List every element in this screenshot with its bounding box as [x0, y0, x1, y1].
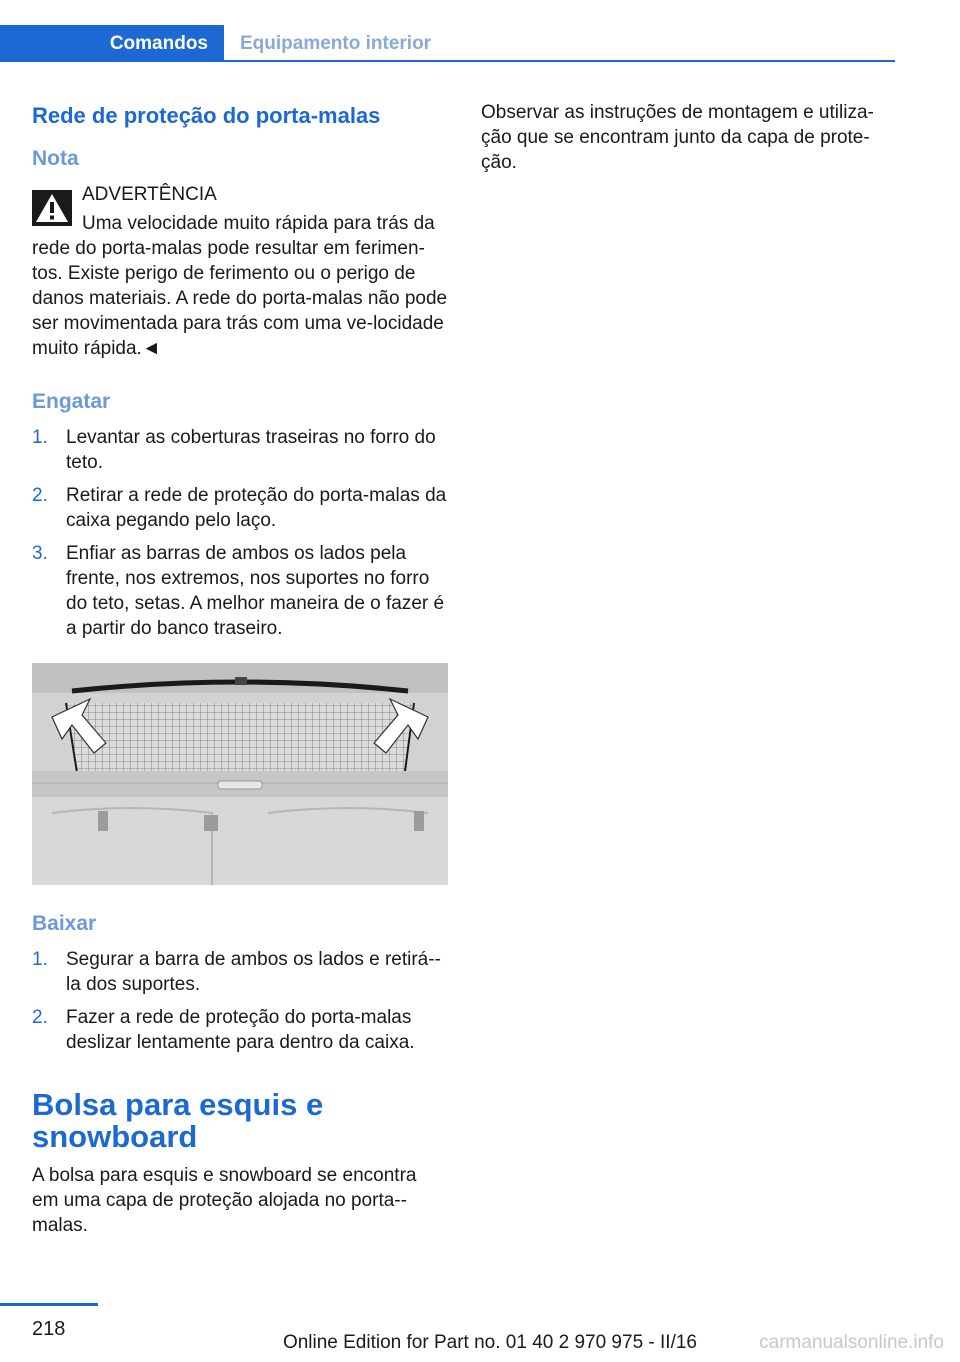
- step-number: 1.: [32, 427, 48, 448]
- baixar-heading: Baixar: [32, 912, 97, 935]
- warning-block: [32, 182, 448, 361]
- tab-equipamento-interior[interactable]: Equipamento interior: [240, 33, 432, 54]
- step-number: 3.: [32, 543, 48, 564]
- page-number: 218: [32, 1318, 66, 1340]
- list-item: [32, 1005, 448, 1055]
- warning-title: ADVERTÊNCIA: [82, 184, 217, 205]
- step-number: 2.: [32, 1007, 48, 1028]
- trunk-net-illustration: [32, 663, 448, 885]
- edition-text: Online Edition for Part no. 01 40 2 970 975 - II/16: [282, 1332, 697, 1353]
- step-text: Enfiar as barras de ambos os lados pela frente, nos extremos, nos suportes no forro do teto, setas. A melhor maneira de o fazer é a partir do banco traseiro.: [66, 543, 445, 639]
- bolsa-text: A bolsa para esquis e snowboard se encontra em uma capa de proteção alojada no porta--malas.: [32, 1165, 417, 1236]
- engatar-heading: Engatar: [32, 390, 111, 413]
- tab-comandos[interactable]: Comandos: [0, 25, 224, 62]
- warning-icon: [32, 190, 72, 226]
- step-text: Fazer a rede de proteção do porta-malas deslizar lentamente para dentro da caixa.: [66, 1007, 415, 1053]
- warning-text: Uma velocidade muito rápida para trás da rede do porta-malas pode resultar em ferimen-tos. Existe perigo de ferimento ou o perigo de danos materiais. A rede do porta-malas não pode ser movimentada para trás com uma ve-locidade muito rápida.◄: [32, 213, 448, 359]
- step-text: Segurar a barra de ambos os lados e retirá--la dos suportes.: [66, 949, 441, 995]
- list-item: [32, 483, 448, 533]
- watermark-text[interactable]: carmanualsonline.info: [759, 1332, 944, 1353]
- nota-heading: Nota: [32, 147, 79, 170]
- right-column: [481, 100, 897, 175]
- header-divider: [0, 60, 895, 62]
- step-number: 1.: [32, 949, 48, 970]
- footer-accent-line: [0, 1303, 98, 1306]
- bolsa-title: Bolsa para esquis e snowboard: [32, 1087, 324, 1154]
- baixar-steps: [32, 947, 448, 1055]
- step-number: 2.: [32, 485, 48, 506]
- list-item: [32, 541, 448, 641]
- header-tabbar: [0, 25, 895, 62]
- right-text: Observar as instruções de montagem e utiliza-ção que se encontram junto da capa de prote-ção.: [481, 102, 874, 173]
- list-item: [32, 947, 448, 997]
- step-text: Levantar as coberturas traseiras no forro do teto.: [66, 427, 436, 473]
- engatar-steps: [32, 425, 448, 641]
- list-item: [32, 425, 448, 475]
- left-column: [32, 100, 448, 1238]
- section-title: Rede de proteção do porta-malas: [32, 103, 381, 128]
- step-text: Retirar a rede de proteção do porta-malas da caixa pegando pelo laço.: [66, 485, 447, 531]
